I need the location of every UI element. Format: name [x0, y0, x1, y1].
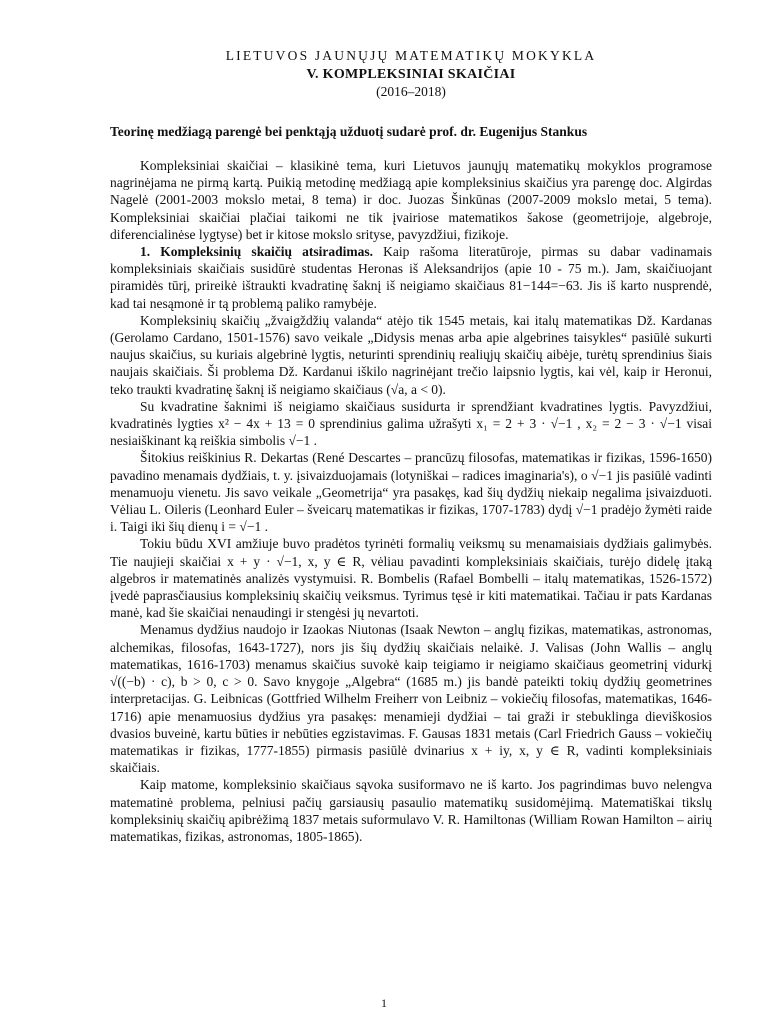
paragraph-origin-text: Kaip rašoma literatūroje, pirmas su dabar vadinamais kompleksiniais skaičiais susidūrė studentas Heronas iš Aleksandrijos (apie 10 - 75 m.). Jam, skaičiuojant piramidės tūrį, prireikė ištraukti kvadratinę šaknį iš neigiamo skaičiaus 81−144=−63. Jis iš karto nusprendė, kad tai nesąmonė ir tą problemą paliko ramybėje. — [110, 244, 712, 311]
section-heading: 1. Kompleksinių skaičių atsiradimas. — [140, 244, 373, 260]
paragraph-bombelli: Tokiu būdu XVI amžiuje buvo pradėtos tyrinėti formalių veiksmų su menamaisiais dydžiais galimybės. Tie naujieji skaičiai x + y · √−1, x, y ∈ R, vėliau pavadinti kompleksiniais skaičiais, turėjo didelę įtaką algebros ir matematinės analizės vystymuisi. R. Bombelis (Rafael Bombelli – italų matematikas, 1526-1572) įvedė paprasčiausius kompleksinių skaičių veiksmus. Tyrimus tęsė ir kiti matematikai. Tačiau ir pats Kardanas manė, kad šie skaičiai nenaudingi ir stengėsi jų nevartoti. — [110, 536, 712, 621]
paragraph-intro: Kompleksiniai skaičiai – klasikinė tema, kuri Lietuvos jaunųjų matematikų mokyklos programose nagrinėjama ne pirmą kartą. Puikią metodinę medžiagą apie kompleksinius skaičius yra parengę doc. Algirdas Nagelė (2001-2003 mokslo metai, 8 tema) ir doc. Juozas Šinkūnas (2007-2009 mokslo metai, 5 tema). Kompleksiniai skaičiai plačiai taikomi ne tik įvairiose matematikos šakose (geometrijoje, algebroje, diferencialinėse lygtyse) bet ir kitose mokslo srityse, pavyzdžiui, fizikoje. — [110, 158, 712, 242]
document-years: (2016–2018) — [376, 84, 446, 99]
paragraph-newton: Menamus dydžius naudojo ir Izaokas Niutonas (Isaak Newton – anglų fizikas, matematikas, astronomas, alchemikas, filosofas, 1643-1727), nors jis šių dydžių skaičiais nelaikė. J. Valisas (John Wallis – anglų matematikas, 1616-1703) menamus skaičius suvokė kaip teigiamo ir neigiamo skaičiaus geometrinį vidurkį √((−b) · c), b > 0, c > 0. Savo knygoje „Algebra“ (1685 m.) jis bandė pateikti tokių dydžių geometrines interpretacijas. G. Leibnicas (Gottfried Wilhelm Freiherr von Leibniz – vokiečių filosofas, matematikas, 1646-1716) apie menamuosius dydžius yra pasakęs: menamieji dydžiai – tai graži ir stebuklinga dieviškosios dvasios buveinė, kartu būties ir nebūties egzistavimas. F. Gausas 1831 metais (Carl Friedrich Gauss – vokiečių matematikas ir fizikas, 1777-1855) pirmasis pasiūlė dvinarius x + iy, x, y ∈ R, vadinti kompleksiniais skaičiais. — [110, 622, 712, 776]
paragraph-hamilton: Kaip matome, kompleksinio skaičiaus sąvoka susiformavo ne iš karto. Jos pagrindimas buvo nelengva matematinė problema, pelniusi pačių garsiausių pasaulio matematikų susidomėjimą. Matematiškai tikslų kompleksinių skaičių apibrėžimą 1837 metais suformulavo V. R. Hamiltonas (William Rowan Hamilton – airių matematikas, fizikas, astronomas, 1805-1865). — [110, 777, 712, 844]
paragraph-descartes: Šitokius reiškinius R. Dekartas (René Descartes – prancūzų filosofas, matematikas ir fizikas, 1596-1650) pavadino menamais dydžiais, t. y. įsivaizduojamais (lotyniškai – radices imaginaria's), o √−1 jis pasiūlė vadinti menamuoju vienetu. Jis savo veikale „Geometrija“ yra pasakęs, kad šių dydžių niekaip negalima įsivaizduoti. Vėliau L. Oileris (Leonhard Euler – šveicarų matematikas ir fizikas, 1707-1783) dydį √−1 pradėjo žymėti raide i. Taigi iki šių dienų i = √−1 . — [110, 450, 712, 535]
school-name: LIETUVOS JAUNŲJŲ MATEMATIKŲ MOKYKLA — [225, 48, 597, 63]
page-number: 1 — [381, 996, 387, 1010]
paragraph-quadratic: Su kvadratine šaknimi iš neigiamo skaičiaus susidurta ir sprendžiant kvadratines lygtis. Pavyzdžiui, kvadratinės lygties x² − 4x + 13 = 0 sprendinius galima užrašyti x₁ = 2 + 3 · √−1 , x₂ = 2 − 3 · √−1 visai nesiaiškinant ką reiškia simbolis √−1 . — [110, 398, 712, 449]
paragraph-origin — [110, 243, 712, 312]
authors-line: Teorinę medžiagą parengė bei penktąją užduotį sudarė prof. dr. Eugenijus Stankus — [110, 124, 588, 139]
paragraph-cardano: Kompleksinių skaičių „žvaigždžių valanda“ atėjo tik 1545 metais, kai italų matematikas Dž. Kardanas (Gerolamo Cardano, 1501-1576) savo veikale „Didysis menas arba apie algebrines taisykles“ pasiūlė sukurti naujus skaičius, su kuriais algebrinė lygtis, neturinti sprendinių realiųjų skaičių aibėje, turėtų sprendinius šiais naujais skaičiais. Ši problema Dž. Kardanui iškilo nagrinėjant trečio laipsnio lygtis, kai vėl, kaip ir Heronui, teko traukti kvadratinę šaknį iš neigiamo skaičiaus (√a, a < 0). — [110, 312, 712, 397]
document-title: V. KOMPLEKSINIAI SKAIČIAI — [306, 67, 516, 82]
